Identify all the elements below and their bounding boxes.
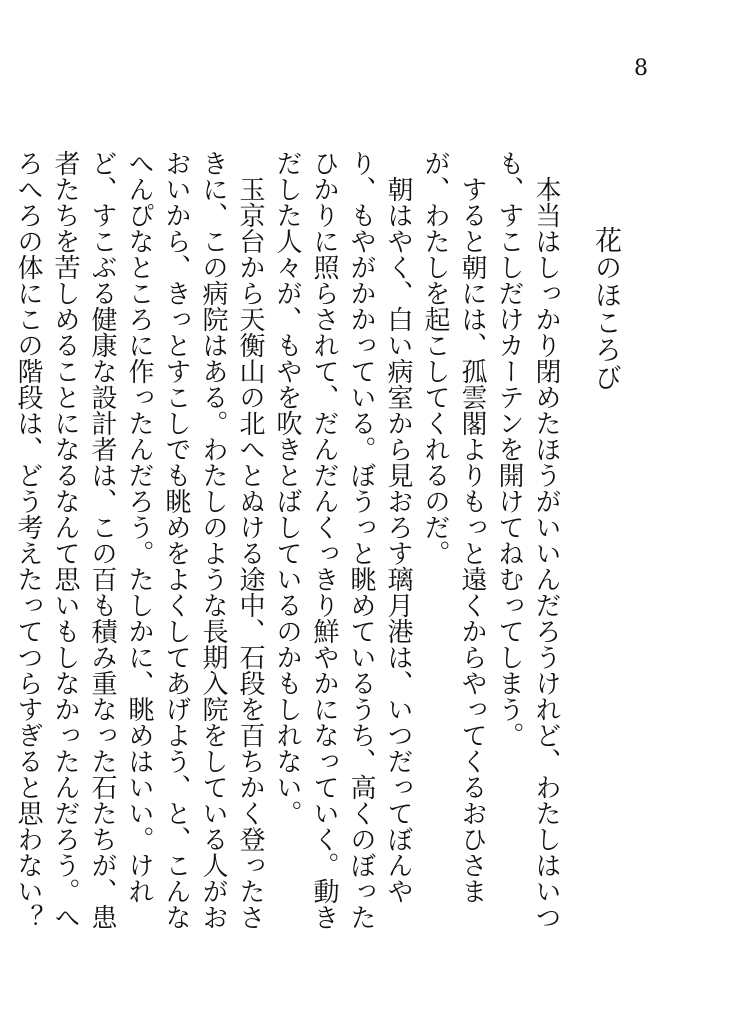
paragraph-1: 本当はしっかり閉めたほうがいいんだろうけれど、わたしはいつも、すこしだけカーテンを開けてねむってしまう。 bbox=[494, 150, 561, 930]
paragraph-2: すると朝には、孤雲閣よりもっと遠くからやってくるおひさまが、わたしを起こしてくれるのだ。 bbox=[420, 150, 487, 904]
body-text bbox=[9, 150, 564, 950]
paragraph-4: 玉京台から天衡山の北へとぬける途中、石段を百ちかく登ったさきに、この病院はある。わたしのような長期入院をしている人がおおいから、きっとすこしでも眺めをよくしてあげよう、と、こんなへんぴなところに作ったんだろう。たしかに、眺めはいい。けれど、すこぶる健康な設計者は、この百も積み重なった石たちが、患者たちを苦しめることになるなんて思いもしなかったんだろう。へろへろの体にこの階段は、どう考えたってつらすぎると思わない？ bbox=[13, 150, 265, 930]
page-number: 8 bbox=[634, 56, 648, 81]
chapter-title: 花のほころび bbox=[590, 226, 621, 392]
paragraph-3: 朝はやく、白い病室から見おろす璃月港は、いつだってぼんやり、もやがかかっている。ぼうっと眺めているうち、高くのぼったひかりに照らされて、だんだんくっきり鮮やかになっていく。動きだした人々が、もやを吹きとばしているのかもしれない。 bbox=[272, 150, 413, 930]
